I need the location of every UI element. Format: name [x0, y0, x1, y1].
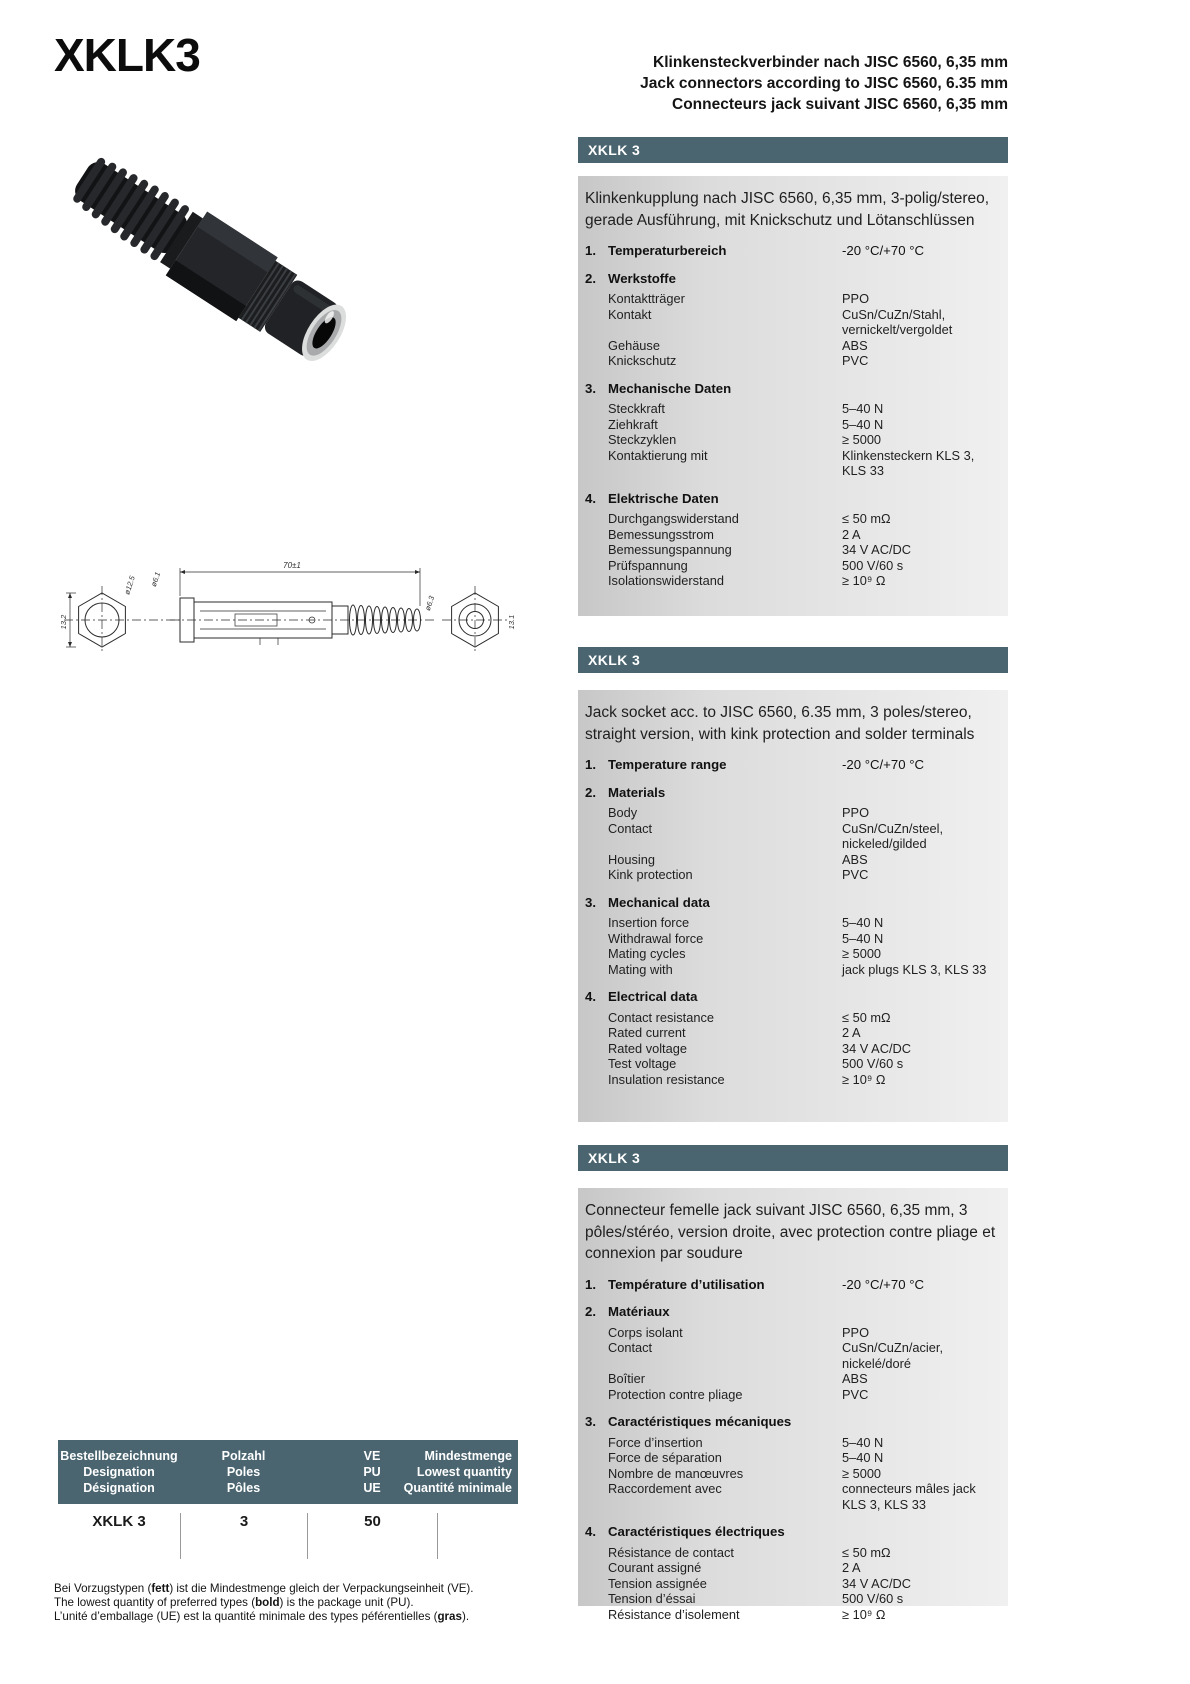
spec-heading-label: Mechanical data [608, 894, 710, 910]
spec-label: Isolationswiderstand [608, 573, 724, 588]
spec-number: 3. [585, 1414, 596, 1429]
spec-row [583, 1576, 1000, 1592]
spec-value: ≥ 5000 [842, 1465, 882, 1481]
dim-label-bore-dia: ø6.1 [149, 570, 163, 588]
spec-list-german [583, 243, 1000, 589]
table-header-line: Mindestmenge [424, 1449, 512, 1463]
spec-label: Bemessungspannung [608, 542, 732, 557]
spec-heading-value: -20 °C/+70 °C [842, 243, 925, 258]
spec-value: 5–40 N [842, 915, 884, 930]
spec-number [583, 946, 608, 962]
order-table-header [58, 1440, 518, 1504]
spec-label: Force d’insertion [608, 1434, 703, 1450]
spec-number: 4. [585, 989, 596, 1004]
spec-value: 34 V AC/DC [842, 1040, 911, 1056]
spec-label: Rated current [608, 1025, 686, 1040]
spec-label: Corps isolant [608, 1324, 683, 1340]
spec-number: 4. [585, 490, 596, 506]
spec-group [583, 243, 1000, 259]
spec-row [583, 401, 1000, 417]
spec-number [583, 1450, 608, 1466]
footnote-segment: ). [461, 1609, 470, 1623]
spec-label: Gehäuse [608, 337, 660, 353]
spec-heading-row [583, 989, 1000, 1005]
spec-value: 34 V AC/DC [842, 1575, 911, 1591]
spec-number: 2. [585, 270, 596, 286]
spec-group [583, 271, 1000, 369]
spec-group [583, 1304, 1000, 1402]
spec-label: Kontaktträger [608, 291, 685, 306]
spec-label: Durchgangswiderstand [608, 511, 739, 526]
table-header-line: Quantité minimale [403, 1481, 512, 1495]
spec-label: Mating cycles [608, 946, 686, 961]
footnote-segment: L’unité d’emballage (UE) est la quantité minimale des types péférentielles ( [54, 1609, 438, 1623]
spec-label: Kontaktierung mit [608, 447, 708, 463]
spec-row [583, 1607, 1000, 1623]
spec-value: jack plugs KLS 3, KLS 33 [842, 961, 987, 977]
spec-row [583, 1466, 1000, 1482]
spec-label: Force de séparation [608, 1450, 722, 1465]
spec-value: ≥ 5000 [842, 946, 882, 961]
product-photo-image [45, 112, 385, 412]
spec-number [583, 962, 608, 978]
spec-number [583, 1607, 608, 1623]
table-header-line: Pôles [226, 1481, 261, 1495]
spec-number [583, 1481, 608, 1512]
spec-value: CuSn/CuZn/Stahl, vernickelt/vergoldet [842, 306, 953, 337]
spec-heading-label: Temperature range [608, 757, 727, 772]
spec-value: 34 V AC/DC [842, 542, 911, 557]
spec-value: ≤ 50 mΩ [842, 1009, 891, 1025]
spec-number [583, 1591, 608, 1607]
spec-row [583, 307, 1000, 338]
spec-heading-row [583, 1524, 1000, 1540]
spec-number [583, 1025, 608, 1041]
order-table-row [58, 1504, 518, 1559]
spec-value: 5–40 N [842, 416, 884, 432]
spec-number [583, 821, 608, 852]
footnote-segment: gras [437, 1609, 462, 1623]
spec-row [583, 511, 1000, 527]
spec-heading-value [842, 381, 1000, 397]
spec-value: CuSn/CuZn/acier, nickelé/doré [842, 1340, 944, 1371]
page-title: XKLK3 [54, 29, 200, 81]
spec-label: Résistance de contact [608, 1544, 734, 1560]
spec-row [583, 527, 1000, 543]
spec-value: ≥ 10⁹ Ω [842, 573, 886, 588]
spec-heading-row [583, 895, 1000, 911]
spec-row [583, 558, 1000, 574]
spec-box-german [578, 176, 1008, 616]
spec-row [583, 1435, 1000, 1451]
header-line-german: Klinkensteckverbinder nach JISC 6560, 6,35 mm [653, 54, 1008, 71]
footnote [54, 1582, 539, 1623]
spec-value: CuSn/CuZn/steel, nickeled/gilded [842, 820, 944, 851]
table-header-cell [58, 1448, 180, 1496]
spec-number [583, 1387, 608, 1403]
spec-label: Contact [608, 1340, 653, 1355]
spec-group [583, 989, 1000, 1087]
spec-number [583, 448, 608, 479]
spec-heading-label: Elektrische Daten [608, 490, 719, 506]
spec-value: PPO [842, 1324, 870, 1340]
spec-heading-value: -20 °C/+70 °C [842, 757, 925, 772]
spec-label: Bemessungsstrom [608, 526, 714, 542]
spec-label: Steckkraft [608, 401, 665, 416]
spec-heading-value [842, 1524, 1000, 1540]
spec-heading-value [842, 491, 1000, 507]
spec-number [583, 1466, 608, 1482]
table-header-line: Polzahl [221, 1449, 266, 1463]
spec-label: Insulation resistance [608, 1071, 725, 1087]
table-header-line: Bestellbezeichnung [60, 1449, 178, 1463]
spec-number [583, 1371, 608, 1387]
spec-row [583, 1010, 1000, 1026]
spec-number [583, 1560, 608, 1576]
spec-number [583, 527, 608, 543]
spec-number [583, 1325, 608, 1341]
technical-drawing-image [30, 548, 520, 668]
footnote-line [54, 1596, 539, 1610]
dim-label-spring-dia: ø6.3 [423, 594, 437, 612]
spec-label: Tension d’éssai [608, 1591, 696, 1606]
spec-row [583, 1325, 1000, 1341]
header-line-french: Connecteurs jack suivant JISC 6560, 6,35 mm [672, 96, 1008, 113]
spec-heading-label: Electrical data [608, 989, 698, 1004]
footnote-line [54, 1582, 539, 1596]
spec-value: ABS [842, 851, 868, 867]
spec-value: ≤ 50 mΩ [842, 511, 891, 526]
spec-number [583, 338, 608, 354]
spec-value: connecteurs mâles jack KLS 3, KLS 33 [842, 1481, 976, 1512]
spec-number: 3. [585, 380, 596, 396]
spec-heading-label: Werkstoffe [608, 270, 676, 286]
spec-number [583, 1576, 608, 1592]
spec-value: PPO [842, 291, 870, 306]
spec-number [583, 542, 608, 558]
spec-heading-value [842, 785, 1000, 801]
spec-value: ≥ 10⁹ Ω [842, 1606, 886, 1622]
spec-heading-value [842, 895, 1000, 911]
table-header-line: PU [363, 1465, 381, 1479]
spec-heading-label: Matériaux [608, 1304, 670, 1319]
spec-list-french [583, 1277, 1000, 1623]
spec-row [583, 1025, 1000, 1041]
spec-heading-value [842, 1304, 1000, 1320]
table-header-cell [180, 1448, 307, 1496]
spec-value: 2 A [842, 526, 861, 542]
spec-label: Contact [608, 820, 653, 836]
footnote-segment: ) is the package unit (PU). [279, 1595, 414, 1609]
spec-number [583, 931, 608, 947]
spec-number [583, 353, 608, 369]
spec-row [583, 448, 1000, 479]
spec-row [583, 1450, 1000, 1466]
table-header-line: Désignation [83, 1481, 155, 1495]
spec-group [583, 1524, 1000, 1622]
spec-heading-value [842, 1414, 1000, 1430]
order-table [58, 1440, 518, 1559]
header-line-english: Jack connectors according to JISC 6560, 6.35 mm [640, 75, 1008, 92]
footnote-segment: ) ist die Mindestmenge gleich der Verpackungseinheit (VE). [169, 1582, 474, 1595]
footnote-line [54, 1610, 539, 1624]
spec-group [583, 757, 1000, 773]
spec-number [583, 1072, 608, 1088]
spec-number: 2. [585, 1304, 596, 1319]
spec-label: Tension assignée [608, 1575, 707, 1591]
spec-number: 4. [585, 1524, 596, 1539]
spec-number [583, 573, 608, 589]
spec-heading-label: Temperaturbereich [608, 243, 727, 258]
spec-number [583, 1056, 608, 1072]
spec-value: PVC [842, 353, 869, 368]
intro-paragraph-english: Jack socket acc. to JISC 6560, 6.35 mm, 3 poles/stereo, straight version, with kink protection and solder terminals [585, 704, 975, 743]
spec-row [583, 821, 1000, 852]
spec-number [583, 1340, 608, 1371]
footnote-segment: bold [255, 1595, 280, 1609]
spec-row [583, 417, 1000, 433]
spec-row [583, 946, 1000, 962]
section-bar-german: XKLK 3 [578, 137, 1008, 163]
spec-value: 2 A [842, 1025, 861, 1040]
spec-heading-row [583, 1304, 1000, 1320]
spec-value: 5–40 N [842, 930, 884, 946]
spec-group [583, 785, 1000, 883]
spec-label: Kontakt [608, 306, 652, 322]
spec-label: Résistance d’isolement [608, 1606, 740, 1622]
spec-value: 5–40 N [842, 401, 884, 416]
spec-heading-value [842, 271, 1000, 287]
spec-value: PVC [842, 867, 869, 882]
spec-value: ABS [842, 1371, 868, 1386]
footnote-segment: The lowest quantity of preferred types ( [54, 1595, 256, 1609]
spec-heading-row [583, 757, 1000, 773]
spec-label: Insertion force [608, 915, 690, 930]
spec-heading-label: Materials [608, 784, 666, 800]
table-cell: 3 [180, 1513, 307, 1559]
table-header-line: Lowest quantity [416, 1465, 512, 1479]
spec-row [583, 1560, 1000, 1576]
spec-heading-label: Caractéristiques électriques [608, 1524, 785, 1539]
spec-row [583, 867, 1000, 883]
spec-row [583, 915, 1000, 931]
spec-label: Ziehkraft [608, 416, 658, 432]
spec-heading-label: Mechanische Daten [608, 380, 732, 396]
spec-row [583, 1371, 1000, 1387]
spec-list-english [583, 757, 1000, 1087]
dim-label-right-height: 13.1 [507, 614, 516, 630]
spec-number [583, 1545, 608, 1561]
spec-number [583, 852, 608, 868]
spec-value: PPO [842, 805, 870, 820]
table-cell [437, 1513, 518, 1559]
spec-row [583, 1481, 1000, 1512]
spec-number: 1. [585, 1276, 596, 1292]
spec-number [583, 558, 608, 574]
spec-row [583, 962, 1000, 978]
spec-number [583, 1010, 608, 1026]
spec-number [583, 291, 608, 307]
intro-paragraph-french: Connecteur femelle jack suivant JISC 6560, 6,35 mm, 3 pôles/stéréo, version droite, avec protection contre pliage et connexion par soudure [585, 1202, 996, 1262]
spec-row [583, 432, 1000, 448]
spec-label: Courant assigné [608, 1560, 702, 1575]
spec-number [583, 307, 608, 338]
spec-group [583, 1277, 1000, 1293]
spec-heading-value [842, 989, 1000, 1005]
spec-label: Raccordement avec [608, 1481, 722, 1496]
spec-heading-row [583, 271, 1000, 287]
spec-label: Withdrawal force [608, 930, 704, 946]
spec-group [583, 895, 1000, 978]
spec-row [583, 931, 1000, 947]
spec-group [583, 381, 1000, 479]
intro-paragraph-german: Klinkenkupplung nach JISC 6560, 6,35 mm, 3-polig/stereo, gerade Ausführung, mit Knickschutz und Lötanschlüssen [585, 190, 990, 229]
spec-number [583, 417, 608, 433]
spec-value: ≥ 10⁹ Ω [842, 1071, 886, 1087]
spec-row [583, 1591, 1000, 1607]
spec-label: Contact resistance [608, 1009, 714, 1025]
spec-number [583, 915, 608, 931]
table-header-line: UE [363, 1481, 381, 1495]
spec-heading-row [583, 1414, 1000, 1430]
document-header [578, 52, 1008, 115]
spec-heading-label: Température d’utilisation [608, 1276, 765, 1292]
footnote-segment: Bei Vorzugstypen ( [54, 1582, 152, 1595]
dim-label-length: 70±1 [283, 561, 301, 570]
spec-row [583, 1056, 1000, 1072]
spec-label: Body [608, 805, 638, 820]
spec-number [583, 867, 608, 883]
spec-value: 500 V/60 s [842, 557, 904, 573]
spec-label: Protection contre pliage [608, 1386, 743, 1402]
spec-heading-row [583, 1277, 1000, 1293]
spec-row [583, 291, 1000, 307]
spec-row [583, 1072, 1000, 1088]
spec-row [583, 1545, 1000, 1561]
spec-number [583, 432, 608, 448]
spec-heading-value: -20 °C/+70 °C [842, 1276, 925, 1292]
spec-label: Mating with [608, 961, 673, 977]
spec-number [583, 511, 608, 527]
spec-value: ≤ 50 mΩ [842, 1544, 891, 1560]
spec-label: Rated voltage [608, 1040, 687, 1056]
spec-label: Housing [608, 851, 655, 867]
section-bar-french: XKLK 3 [578, 1145, 1008, 1171]
spec-heading-label: Caractéristiques mécaniques [608, 1414, 792, 1429]
table-header-cell [404, 1448, 512, 1496]
dim-label-left-height: 13.2 [59, 614, 68, 630]
spec-value: 500 V/60 s [842, 1056, 904, 1071]
spec-label: Prüfspannung [608, 557, 688, 573]
spec-value: 2 A [842, 1560, 861, 1575]
spec-row [583, 353, 1000, 369]
spec-number [583, 805, 608, 821]
section-bar-english: XKLK 3 [578, 647, 1008, 673]
spec-number [583, 401, 608, 417]
spec-value: 5–40 N [842, 1434, 884, 1450]
table-header-line: Poles [226, 1465, 261, 1479]
spec-label: Boîtier [608, 1371, 645, 1386]
spec-label: Steckzyklen [608, 432, 677, 447]
spec-value: Klinkensteckern KLS 3, KLS 33 [842, 447, 975, 478]
spec-row [583, 338, 1000, 354]
spec-number: 3. [585, 894, 596, 910]
spec-label: Knickschutz [608, 353, 677, 368]
spec-row [583, 573, 1000, 589]
spec-row [583, 1041, 1000, 1057]
spec-label: Nombre de manœuvres [608, 1465, 744, 1481]
spec-value: ≥ 5000 [842, 432, 882, 447]
spec-number: 1. [585, 243, 596, 258]
table-header-line: Designation [83, 1465, 155, 1479]
spec-box-english [578, 690, 1008, 1122]
spec-heading-row [583, 491, 1000, 507]
spec-group [583, 491, 1000, 589]
spec-number: 1. [585, 757, 596, 772]
spec-heading-row [583, 381, 1000, 397]
spec-row [583, 1340, 1000, 1371]
spec-heading-row [583, 243, 1000, 259]
spec-label: Kink protection [608, 867, 693, 882]
spec-number [583, 1041, 608, 1057]
spec-row [583, 805, 1000, 821]
spec-value: 500 V/60 s [842, 1591, 904, 1606]
dim-label-outer-dia: ø12.5 [122, 574, 137, 596]
table-cell: XKLK 3 [92, 1513, 146, 1530]
spec-row [583, 852, 1000, 868]
spec-value: PVC [842, 1386, 869, 1402]
table-cell: 50 [307, 1513, 437, 1559]
spec-row [583, 542, 1000, 558]
table-header-line: VE [363, 1449, 381, 1463]
spec-label: Test voltage [608, 1056, 677, 1071]
spec-number [583, 1435, 608, 1451]
spec-number: 2. [585, 784, 596, 800]
spec-value: 5–40 N [842, 1450, 884, 1465]
spec-group [583, 1414, 1000, 1512]
spec-heading-row [583, 785, 1000, 801]
spec-row [583, 1387, 1000, 1403]
spec-value: ABS [842, 337, 868, 353]
spec-box-french [578, 1188, 1008, 1622]
footnote-segment: fett [151, 1582, 170, 1595]
